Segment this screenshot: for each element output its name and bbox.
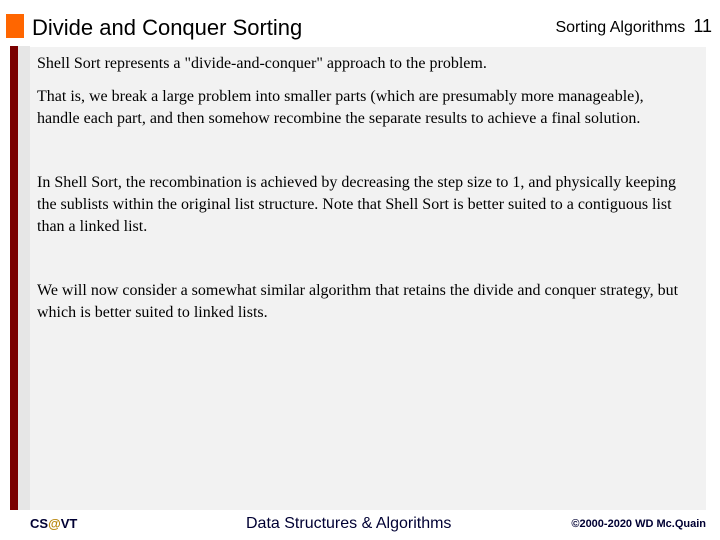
footer-course-name: Data Structures & Algorithms <box>246 515 452 532</box>
footer-course-prefix: CS <box>30 516 49 531</box>
footer-at-sign: @ <box>48 516 61 531</box>
slide-title: Divide and Conquer Sorting <box>32 15 303 40</box>
footer-course-suffix: VT <box>60 516 78 531</box>
paragraph-shell-sort-recombination: In Shell Sort, the recombination is achieved by decreasing the step size to 1, and physically keeping the sublists within the original list structure. Note that Shell Sort is better suited to a contiguous list than a linked list. <box>37 174 676 235</box>
course-topic: Sorting Algorithms <box>555 19 686 36</box>
slide-content-panel <box>30 46 706 510</box>
left-accent-bar <box>10 46 18 510</box>
footer-copyright: ©2000-2020 WD Mc.Quain <box>571 518 706 530</box>
footer-course-tag <box>30 516 77 531</box>
page-number: 11 <box>693 16 712 36</box>
paragraph-divide-explained: That is, we break a large problem into smaller parts (which are presumably more manageable), handle each part, and then somehow recombine the separate results to achieve a final solution. <box>37 88 644 127</box>
left-accent-bar-light <box>18 46 30 510</box>
paragraph-intro: Shell Sort represents a "divide-and-conquer" approach to the problem. <box>37 55 487 72</box>
slide-header-right <box>555 16 712 37</box>
paragraph-next-algorithm: We will now consider a somewhat similar algorithm that retains the divide and conquer strategy, but which is better suited to linked lists. <box>37 282 679 321</box>
title-accent-square <box>6 14 24 38</box>
